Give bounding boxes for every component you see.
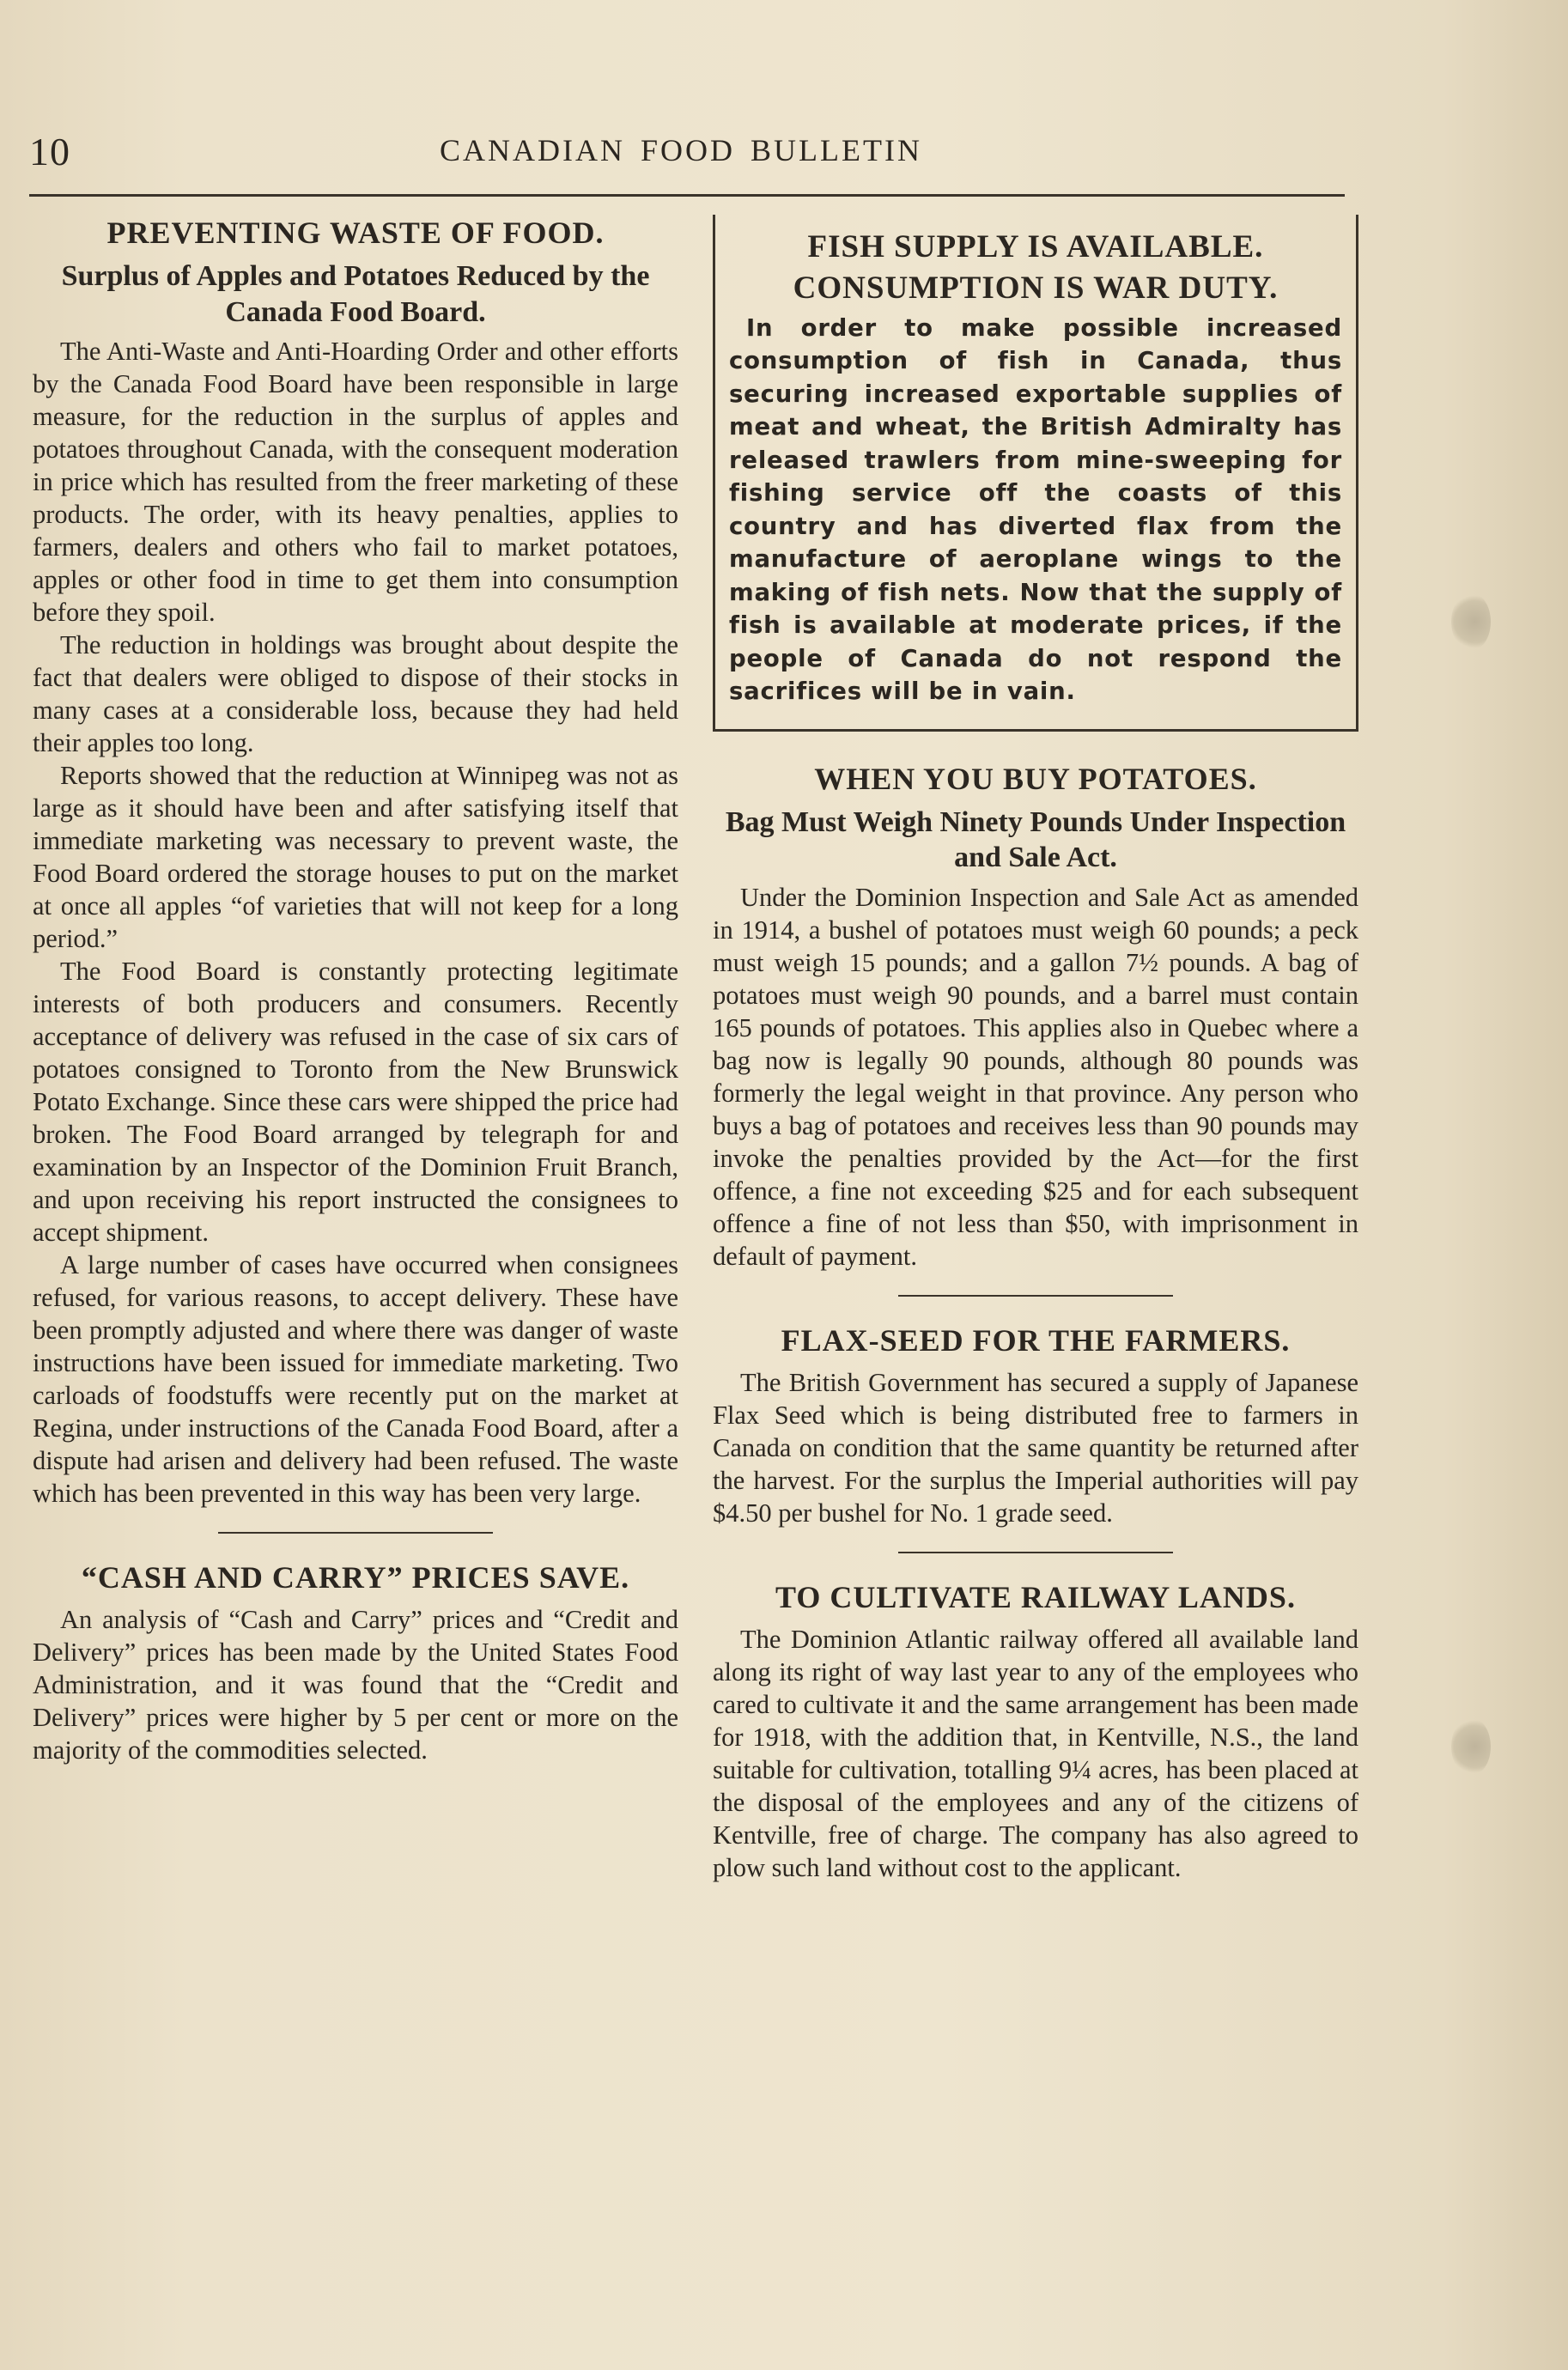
page-number: 10 xyxy=(29,130,70,173)
article-subhead: Surplus of Apples and Potatoes Reduced by the Canada Food Board. xyxy=(61,260,650,328)
box-headline-line2: CONSUMPTION IS WAR DUTY. xyxy=(793,270,1279,307)
paragraph: A large number of cases have occurred when consignees refused, for various reasons, to accept delivery. These have been promptly adjusted and where there was danger of waste instructions have been issued for immediate marketing. Two carloads of foodstuffs were recently put on the market at Regina, under instructions of the Canada Food Board, after a dispute had arisen and delivery had been refused. The waste which has been prevented in this way has been very large. xyxy=(33,1250,678,1509)
section-divider xyxy=(898,1552,1173,1553)
article-headline: WHEN YOU BUY POTATOES. xyxy=(814,761,1257,796)
page-header xyxy=(29,129,1369,180)
header-rule-right xyxy=(666,194,1345,197)
box-text: In order to make possible increased consumption of fish in Canada, thus securing increased exportable supplies of meat and wheat, the British Admiralty has released trawlers from mine-sweeping for fishing service off the coasts of this country and has diverted flax from the manufacture of aeroplane wings to the making of fish nets. Now that the supply of fish is available at moderate prices, if the people of Canada do not respond the sacrifices will be in vain. xyxy=(729,313,1342,706)
article-body xyxy=(713,1366,1358,1529)
article-preventing-waste xyxy=(33,215,678,1510)
paragraph: The British Government has secured a supply of Japanese Flax Seed which is being distributed free to farmers in Canada on condition that the same quantity be returned after the harvest. For the surplus the Imperial authorities will pay $4.50 per bushel for No. 1 grade seed. xyxy=(713,1368,1358,1528)
paragraph: Under the Dominion Inspection and Sale Act as amended in 1914, a bushel of potatoes must weigh 60 pounds; a peck must weigh 15 pounds; and a gallon 7½ pounds. A bag of potatoes must weigh 90 pounds, and a barrel must contain 165 pounds of potatoes. This applies also in Quebec where a bag now is legally 90 pounds, although 80 pounds was formerly the legal weight in that province. Any person who buys a bag of potatoes and receives less than 90 pounds may invoke the penalties provided by the Act—for the first offence, a fine not exceeding $25 and for each subsequent offence a fine of not less than $50, with imprisonment in default of payment. xyxy=(713,882,1358,1271)
paragraph: An analysis of “Cash and Carry” prices and “Credit and Delivery” prices has been made by the United States Food Administration, and it was found that the “Credit and Delivery” prices were higher by 5 per cent or more on the majority of the commodities selected. xyxy=(33,1605,678,1765)
article-subhead: Bag Must Weigh Ninety Pounds Under Inspection and Sale Act. xyxy=(725,805,1346,874)
binding-hole-mark xyxy=(1451,1717,1491,1776)
left-column xyxy=(33,215,678,1766)
section-divider xyxy=(218,1532,493,1534)
header-rule-left xyxy=(29,194,673,197)
article-headline: FLAX-SEED FOR THE FARMERS. xyxy=(781,1322,1291,1358)
right-column xyxy=(713,215,1358,1884)
article-buy-potatoes xyxy=(713,761,1358,1273)
box-headline-line1: FISH SUPPLY IS AVAILABLE. xyxy=(807,229,1264,264)
paragraph: The Anti-Waste and Anti-Hoarding Order and other efforts by the Canada Food Board have been responsible in large measure, for the reduction in the surplus of apples and potatoes throughout Canada, with the consequent moderation in price which has resulted from the freer marketing of these products. The order, with its heavy penalties, applies to farmers, dealers and others who fail to market potatoes, apples or other food in time to get them into consumption before they spoil. xyxy=(33,337,678,628)
article-body xyxy=(713,1623,1358,1884)
article-headline: TO CULTIVATE RAILWAY LANDS. xyxy=(775,1580,1296,1615)
article-cash-and-carry xyxy=(33,1559,678,1766)
article-body xyxy=(33,1603,678,1766)
article-body xyxy=(33,335,678,1510)
paragraph: The Food Board is constantly protecting legitimate interests of both producers and consumers. Recently acceptance of delivery was refused in the case of six cars of potatoes consigned to Toronto from the New Brunswick Potato Exchange. Since these cars were shipped the price had broken. The Food Board arranged by telegraph for and examination by an Inspector of the Dominion Fruit Branch, and upon receiving his report instructed the consignees to accept shipment. xyxy=(33,957,678,1248)
section-divider xyxy=(898,1295,1173,1297)
paragraph: Reports showed that the reduction at Winnipeg was not as large as it should have been and after satisfying itself that immediate marketing was necessary to prevent waste, the Food Board ordered the storage houses to put on the market at once all apples “of varieties that will not keep for a long period.” xyxy=(33,761,678,954)
article-railway-lands xyxy=(713,1579,1358,1884)
running-head: CANADIAN FOOD BULLETIN xyxy=(440,133,922,167)
article-headline: PREVENTING WASTE OF FOOD. xyxy=(106,216,605,250)
boxed-notice-fish-supply xyxy=(713,215,1358,732)
paragraph: The Dominion Atlantic railway offered all available land along its right of way last year to any of the employees who cared to cultivate it and the same arrangement has been made for 1918, with the addition that, in Kentville, N.S., the land suitable for cultivation, totalling 9¼ acres, has been placed at the disposal of the employees and any of the citizens of Kentville, free of charge. The company has also agreed to plow such land without cost to the applicant. xyxy=(713,1625,1358,1883)
paragraph: The reduction in holdings was brought about despite the fact that dealers were obliged to dispose of their stocks in many cases at a considerable loss, because they had held their apples too long. xyxy=(33,630,678,758)
article-headline: “CASH AND CARRY” PRICES SAVE. xyxy=(81,1560,630,1595)
article-flax-seed xyxy=(713,1322,1358,1529)
binding-hole-mark xyxy=(1451,592,1491,651)
article-body xyxy=(713,881,1358,1273)
